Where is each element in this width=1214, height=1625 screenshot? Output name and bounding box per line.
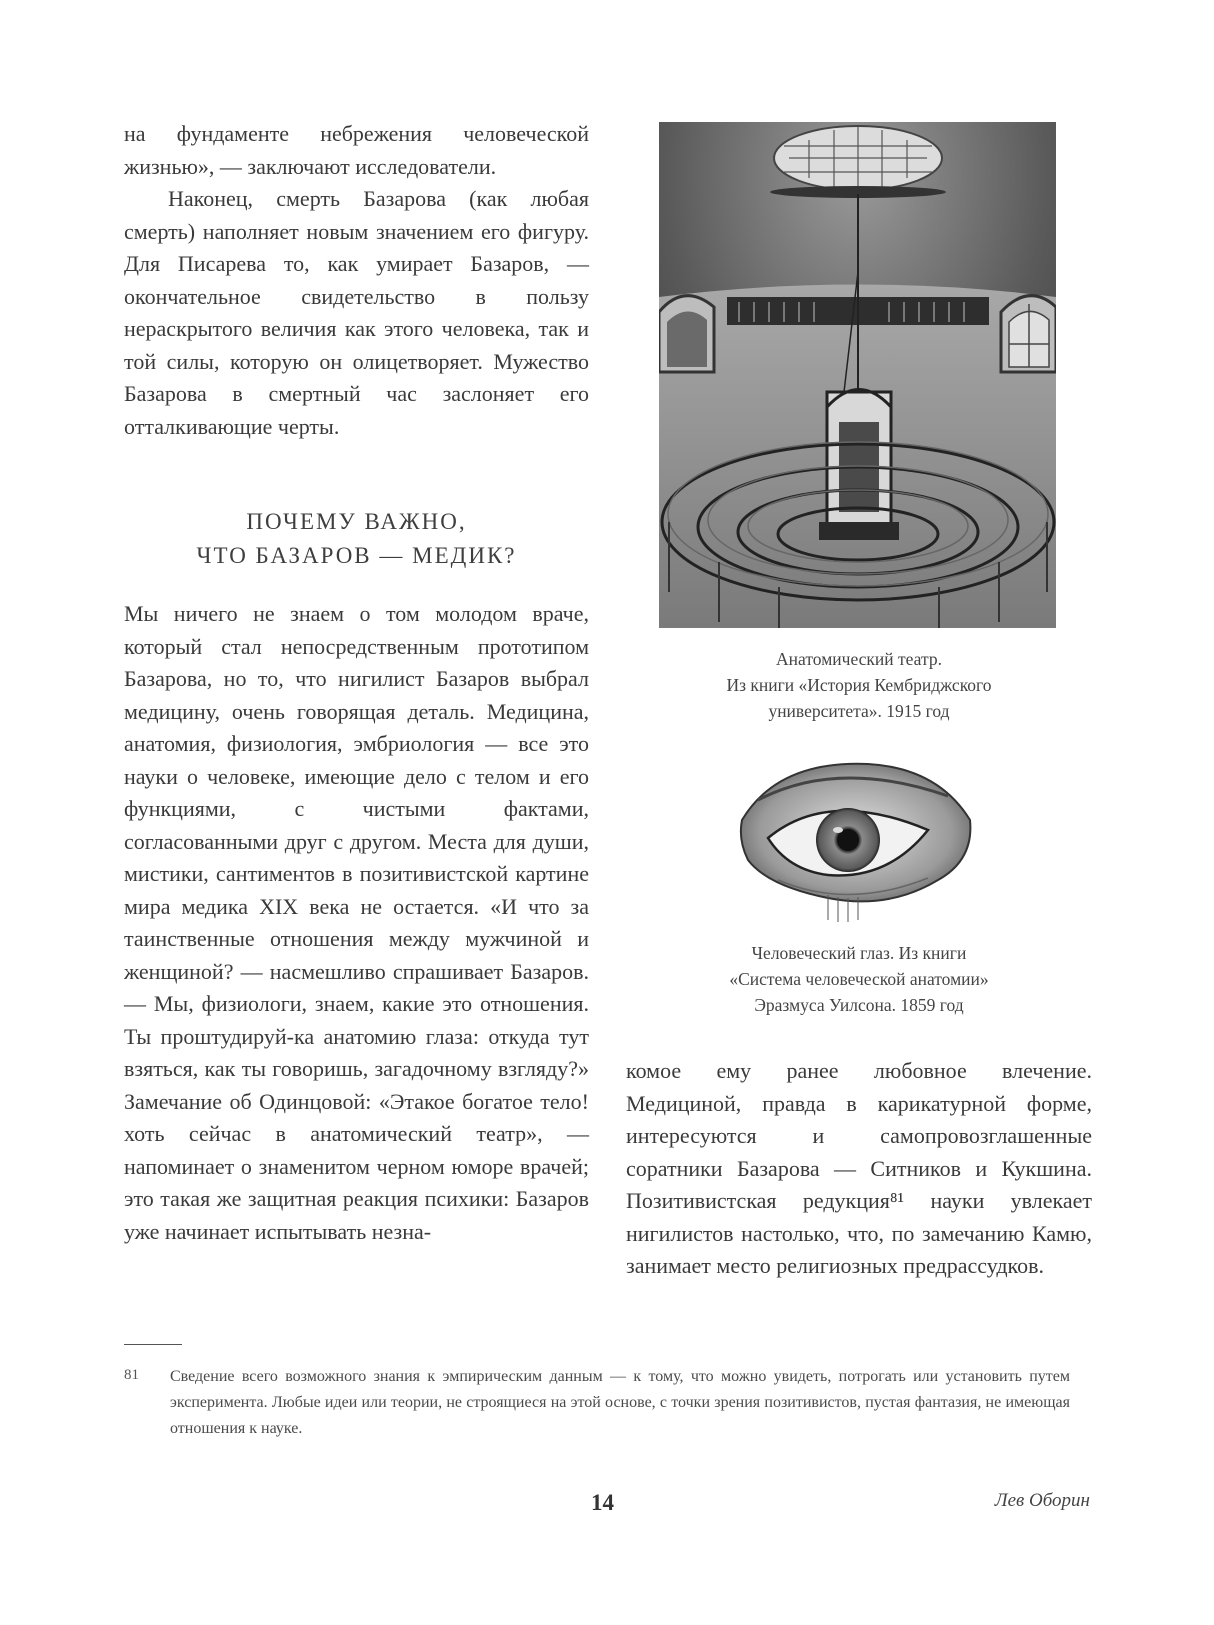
paragraph: комое ему ранее любовное влечение. Медициной, правда в карикатурной форме, интересуются и самопровозглашенные соратники Базарова — Ситников и Кукшина. Позитивистская редукция⁸¹ науки увлекает нигилистов настолько, что, по замечанию Камю, занимает место религиозных предрассудков. — [626, 1058, 1092, 1278]
paragraph: Мы ничего не знаем о том молодом враче, который стал непосредственным прототипом Базарова, но то, что нигилист Базаров выбрал медицину, очень говорящая деталь. Медицина, анатомия, физиология, эмбриология — все это науки о человеке, имеющие дело с телом и его функциями, с чистыми фактами, согласованными друг с другом. Места для души, мистики, сантиментов в позитивистской картине мира медика XIX века не остается. «И что за таинственные отношения между мужчиной и женщиной? — насмешливо спрашивает Базаров. — Мы, физиологи, знаем, какие это отношения. Ты проштудируй-ка анатомию глаза: откуда тут взяться, как ты говоришь, загадочному взгляду?» Замечание об Одинцовой: «Этакое богатое тело! хоть сейчас в анатомический театр», — напоминает о знаменитом черном юморе врачей; это такая же защитная реакция психики: Базаров уже начинает испытывать незна- — [124, 601, 589, 1244]
caption-line: «Система человеческой анатомии» — [729, 969, 989, 989]
human-eye-image — [738, 760, 974, 924]
paragraph: на фундаменте небрежения человеческой жизнью», — заключают исследователи. — [124, 121, 589, 179]
figure-caption — [626, 646, 1092, 724]
running-author: Лев Оборин — [994, 1490, 1090, 1511]
footnote-divider — [124, 1344, 182, 1345]
heading-line: ЧТО БАЗАРОВ — МЕДИК? — [196, 543, 517, 568]
paragraph: Наконец, смерть Базарова (как любая смерть) наполняет новым значением его фигуру. Для Писарева то, как умирает Базаров, — окончательное свидетельство в пользу нераскрытого величия как этого человека, так и той силы, которую он олицетворяет. Мужество Базарова в смертный час заслоняет его отталкивающие черты. — [124, 186, 589, 439]
section-heading — [124, 505, 589, 573]
figure-caption — [626, 940, 1092, 1018]
left-column-top — [124, 118, 589, 443]
caption-line: Анатомический театр. — [776, 649, 942, 669]
heading-line: ПОЧЕМУ ВАЖНО, — [246, 509, 467, 534]
right-column — [626, 1055, 1092, 1283]
caption-line: университета». 1915 год — [768, 701, 950, 721]
anatomical-theatre-image — [659, 122, 1056, 628]
caption-line: Эразмуса Уилсона. 1859 год — [754, 995, 964, 1015]
caption-line: Из книги «История Кембриджского — [726, 675, 992, 695]
left-column-bottom — [124, 598, 589, 1248]
footnote-text: Сведение всего возможного знания к эмпирическим данным — к тому, что можно увидеть, потрогать или установить путем эксперимента. Любые идеи или теории, не строящиеся на этой основе, с точки зрения позитивистов, пустая фантазия, не имеющая отношения к науке. — [170, 1368, 1070, 1437]
caption-line: Человеческий глаз. Из книги — [751, 943, 967, 963]
footnote-number: 81 — [124, 1367, 139, 1383]
page-number: 14 — [591, 1490, 614, 1515]
